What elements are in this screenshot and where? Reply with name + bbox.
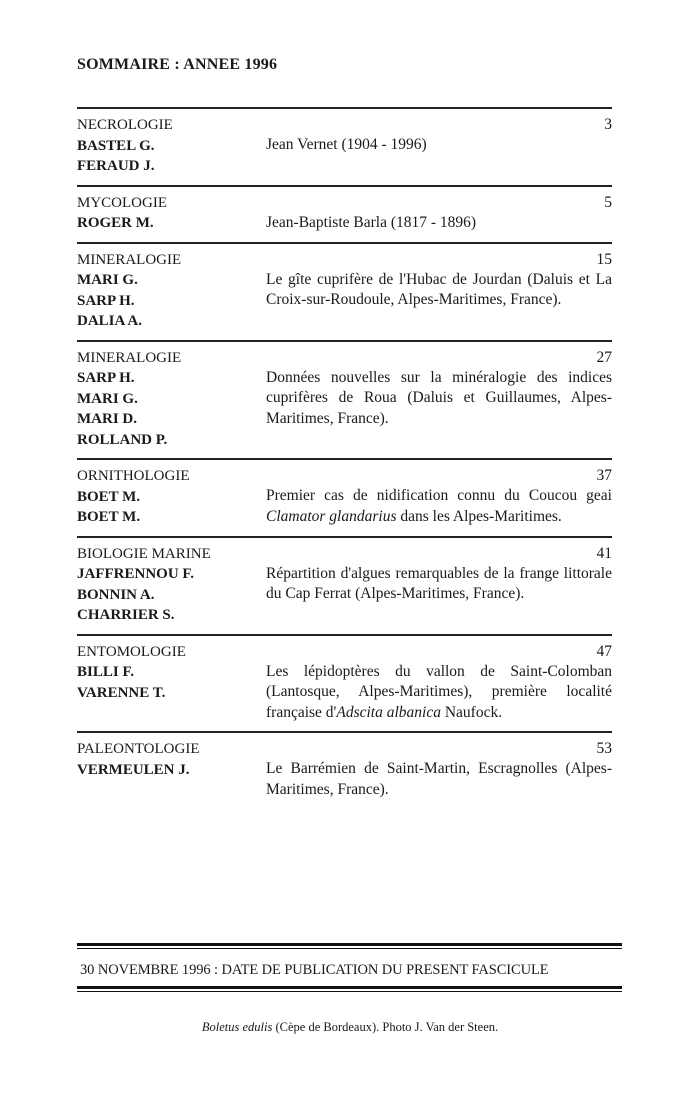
toc-section-mineralogie-2 — [77, 340, 612, 459]
article-title: Répartition d'algues remarquables de la frange littorale du Cap Ferrat (Alpes-Maritimes, France). — [266, 564, 612, 602]
section-author: MARI D. — [77, 411, 137, 427]
page-number: 15 — [596, 250, 612, 268]
page-number: 5 — [604, 193, 612, 211]
section-category: NECROLOGIE — [77, 117, 173, 133]
toc-section-paleontologie — [77, 731, 612, 808]
article-title: Données nouvelles sur la minéralogie des indices cuprifères de Roua (Daluis et Guillaumes, Alpes-Maritimes, France). — [266, 368, 612, 427]
section-category: PALEONTOLOGIE — [77, 741, 200, 757]
species-name: Clamator glandarius — [266, 507, 397, 525]
toc-section-mycologie — [77, 185, 612, 242]
toc-section-necrologie — [77, 107, 612, 185]
section-author: FERAUD J. — [77, 158, 155, 174]
caption-species: Boletus edulis — [201, 1020, 273, 1034]
section-author: ROGER M. — [77, 215, 154, 231]
toc-section-entomologie — [77, 634, 612, 732]
footer-divider — [77, 986, 622, 992]
article-title: Les lépidoptères du vallon de Saint-Colomban (Lantosque, Alpes-Maritimes), première localité française d'Adscita albanica Naufock. — [266, 662, 612, 721]
species-name: Adscita albanica — [336, 703, 441, 721]
table-of-contents — [77, 107, 612, 808]
section-author: SARP H. — [77, 370, 135, 386]
page-number: 27 — [596, 348, 612, 366]
section-author: BOET M. — [77, 488, 141, 505]
toc-section-mineralogie-1 — [77, 242, 612, 340]
toc-section-ornithologie — [77, 458, 612, 536]
section-author: BOET M. — [77, 509, 141, 525]
section-author: SARP H. — [77, 292, 135, 309]
section-author: DALIA A. — [77, 313, 143, 329]
section-author: CHARRIER S. — [77, 607, 175, 623]
publication-date: 30 NOVEMBRE 1996 : DATE DE PUBLICATION DU PRESENT FASCICULE — [80, 962, 549, 978]
page-number: 37 — [596, 467, 612, 484]
page-number: 3 — [604, 116, 612, 133]
section-author: BILLI F. — [77, 664, 134, 680]
toc-section-biologie-marine — [77, 536, 612, 634]
section-author: VARENNE T. — [77, 684, 166, 701]
section-author: JAFFRENNOU F. — [77, 566, 194, 582]
page-title: SOMMAIRE : ANNEE 1996 — [77, 56, 278, 73]
page-number: 41 — [596, 544, 612, 562]
article-title: Jean-Baptiste Barla (1817 - 1896) — [266, 213, 477, 231]
section-category: ORNITHOLOGIE — [77, 468, 190, 484]
section-category: ENTOMOLOGIE — [77, 643, 186, 660]
section-category: MINERALOGIE — [77, 349, 182, 366]
article-title: Jean Vernet (1904 - 1996) — [266, 136, 427, 153]
section-category: BIOLOGIE MARINE — [77, 545, 211, 562]
section-author: BONNIN A. — [77, 586, 155, 603]
section-author: ROLLAND P. — [77, 431, 168, 448]
section-author: MARI G. — [77, 390, 138, 407]
section-category: MINERALOGIE — [77, 251, 182, 268]
cover-photo-caption: Boletus edulis (Cèpe de Bordeaux). Photo J. Van der Steen. — [201, 1020, 499, 1034]
page-number: 47 — [596, 642, 612, 660]
article-title: Le Barrémien de Saint-Martin, Escragnolles (Alpes-Maritimes, France). — [266, 760, 612, 798]
page-number: 53 — [596, 740, 612, 757]
section-author: MARI G. — [77, 272, 138, 288]
article-title: Le gîte cuprifère de l'Hubac de Jourdan (Daluis et La Croix-sur-Roudoule, Alpes-Maritimes, France). — [266, 270, 612, 308]
section-category: MYCOLOGIE — [77, 194, 167, 211]
footer-divider — [77, 943, 622, 949]
article-title: Premier cas de nidification connu du Coucou geai Clamator glandarius dans les Alpes-Maritimes. — [266, 487, 612, 525]
section-author: BASTEL G. — [77, 137, 155, 154]
section-author: VERMEULEN J. — [77, 761, 190, 778]
